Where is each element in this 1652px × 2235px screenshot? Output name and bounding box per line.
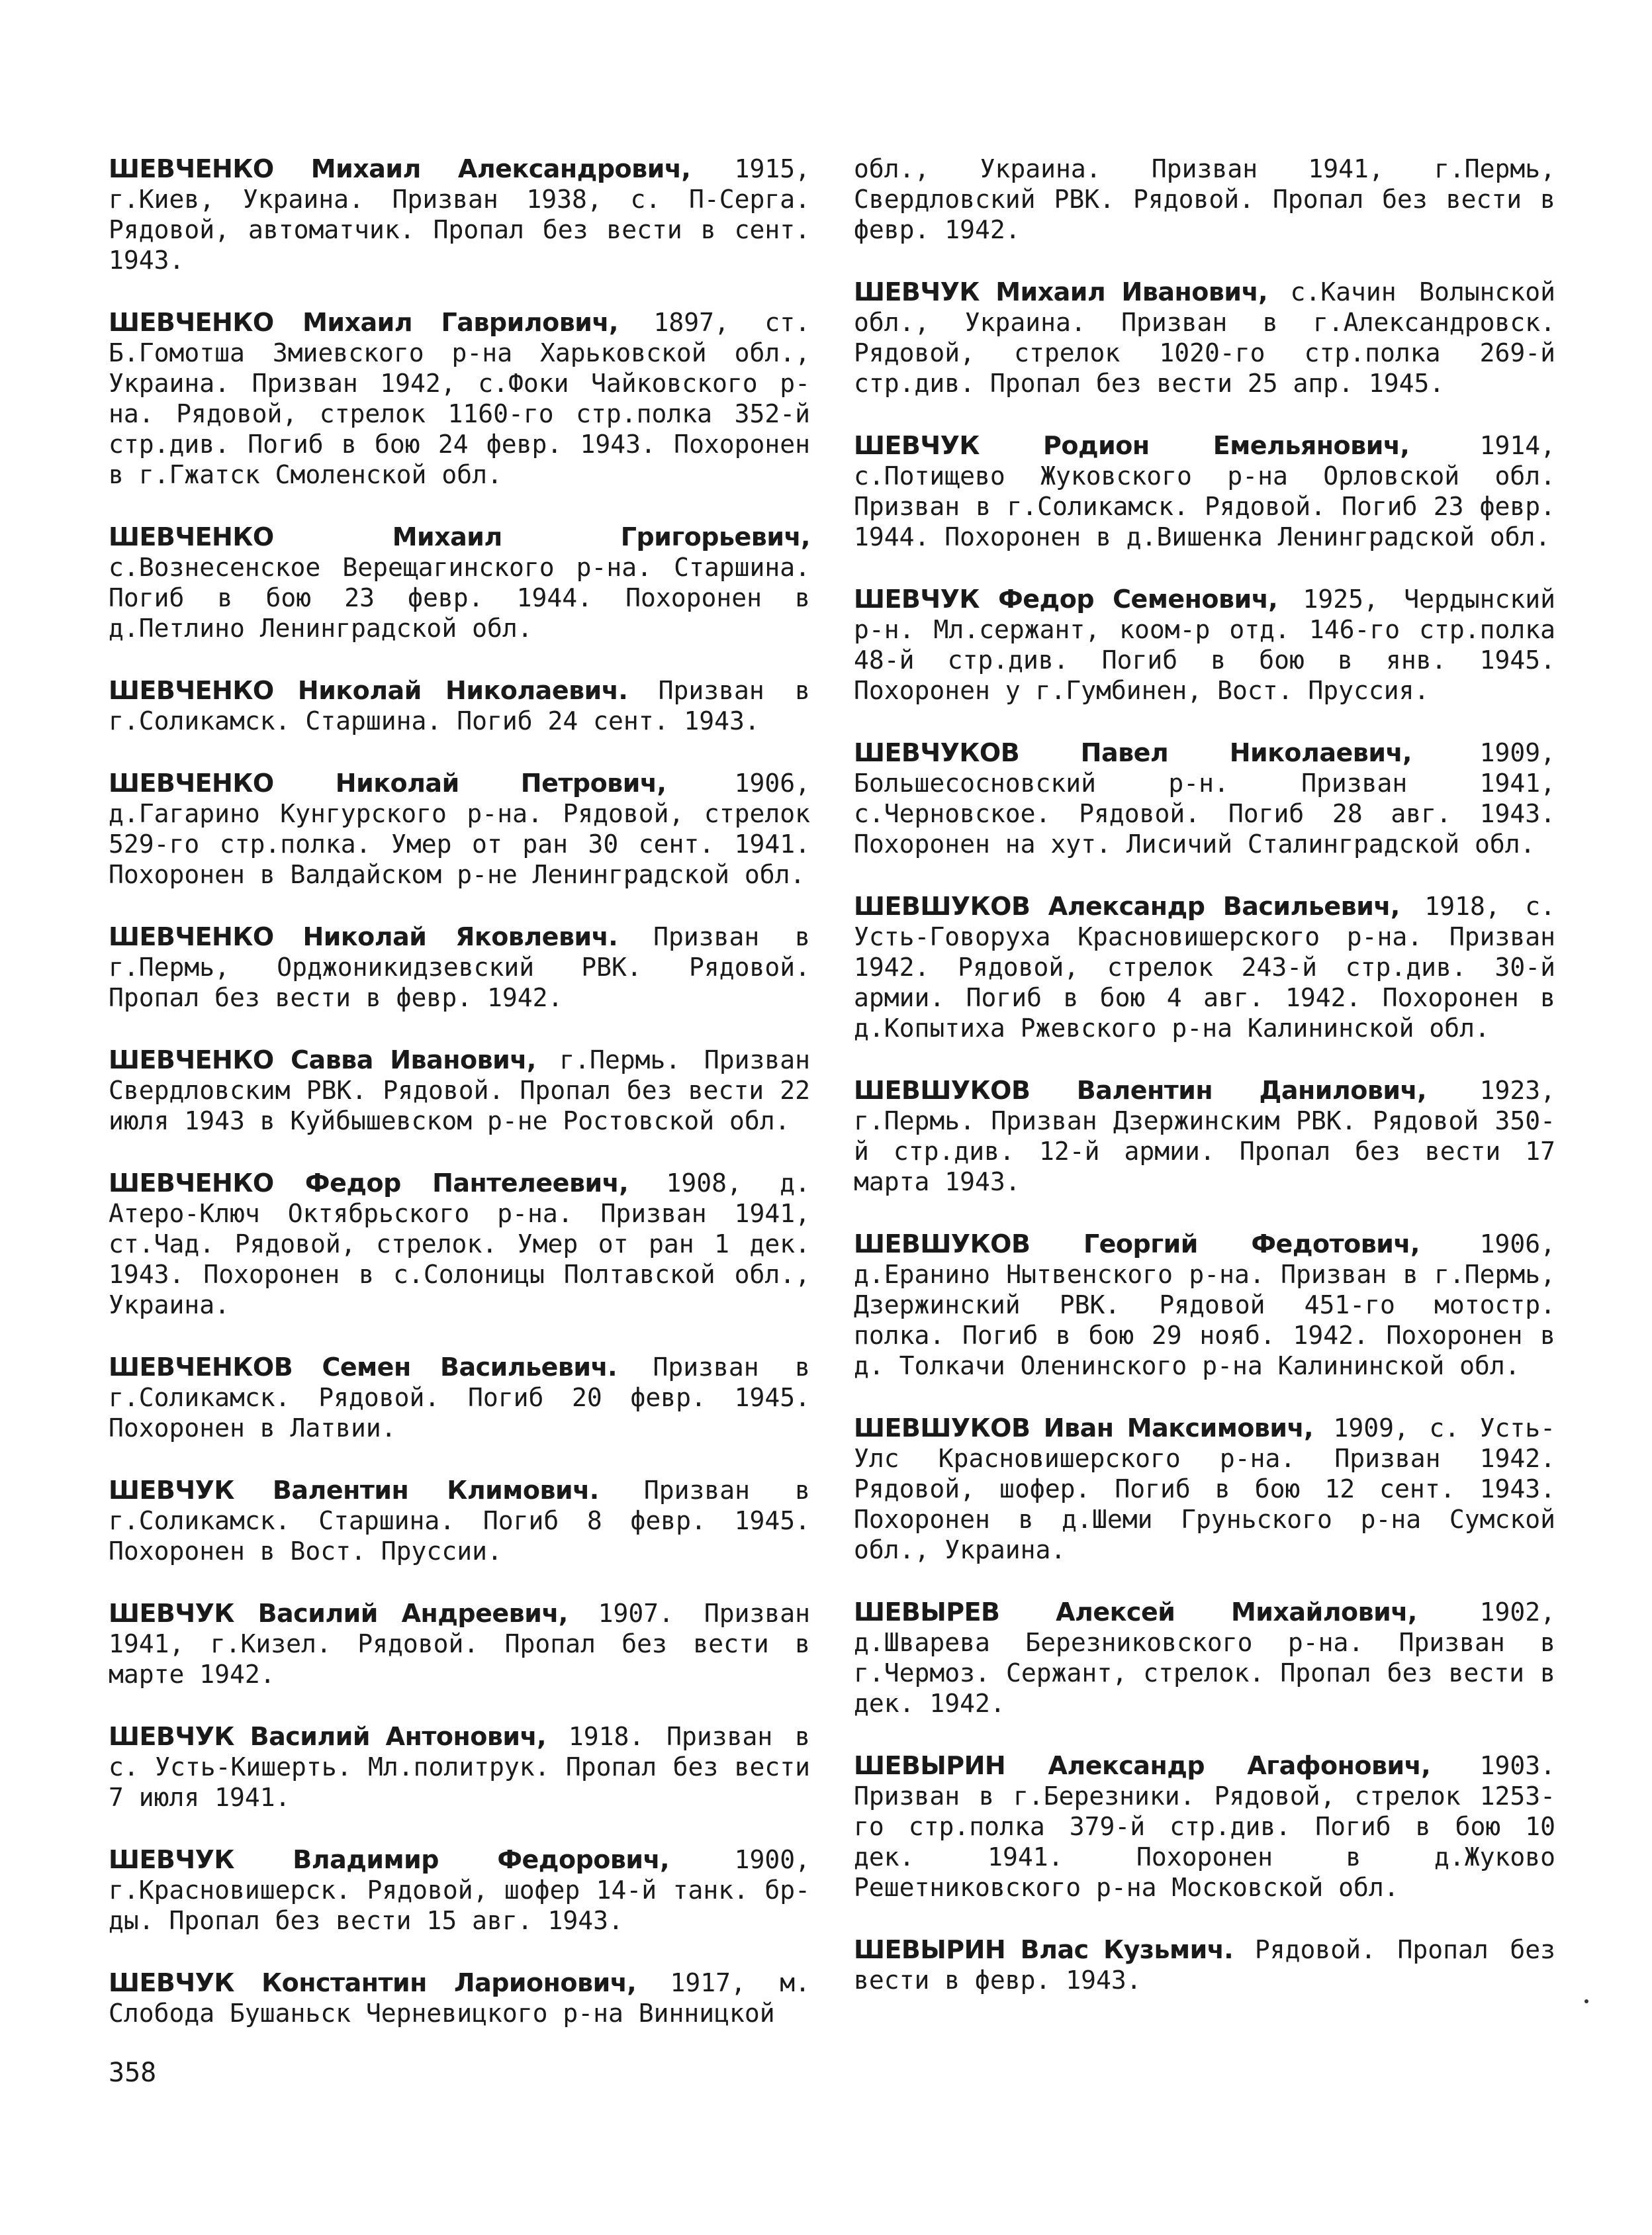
entry-name: ШЕВЧЕНКО Николай Яковлевич. (109, 922, 618, 951)
entry-name: ШЕВЫРИН Влас Кузьмич. (854, 1935, 1234, 1964)
entry (109, 1844, 810, 1936)
entry-text: 1897, ст. Б.Гомотша Змиевского р-на Харьковской обл., Украина. Призван 1942, с.Фоки Чайковского р-на. Рядовой, стрелок 1160-го стр.полка 352-й стр.див. Погиб в бою 24 февр. 1943. Похоронен в г.Гжатск Смоленской обл. (109, 308, 811, 489)
entry-name: ШЕВШУКОВ Валентин Данилович, (854, 1076, 1427, 1105)
entry-name: ШЕВЧУК Михаил Иванович, (854, 277, 1268, 307)
entry (109, 307, 810, 490)
entry-text: Призван в г.Соликамск. Рядовой. Погиб 20 февр. 1945. Похоронен в Латвии. (109, 1353, 810, 1443)
entry-text: 1915, г.Киев, Украина. Призван 1938, с. П-Серга. Рядовой, автоматчик. Пропал без вести в сент. 1943. (109, 154, 810, 275)
entry (109, 154, 810, 275)
entry-name: ШЕВЧУКОВ Павел Николаевич, (854, 738, 1412, 767)
entry-text: 1906, д.Еранино Нытвенского р-на. Призван в г.Пермь, Дзержинский РВК. Рядовой 451-го мотостр. полка. Погиб в бою 29 нояб. 1942. Похоронен в д. Толкачи Оленинского р-на Калининской обл. (854, 1229, 1555, 1380)
entry-text: 1917, м. Слобода Бушаньск Черневицкого р-на Винницкой (109, 1968, 810, 2028)
entry-name: ШЕВЧУК Владимир Федорович, (109, 1845, 670, 1874)
entry (109, 1475, 810, 1566)
speck-mark (1584, 1999, 1588, 2003)
entry (109, 1721, 810, 1813)
entry (109, 1598, 810, 1689)
entry-name: ШЕВЧЕНКО Федор Пантелеевич, (109, 1168, 629, 1198)
entry (854, 584, 1555, 706)
entry-text: 1909, с. Усть-Улс Красновишерского р-на. Призван 1942. Рядовой, шофер. Погиб в бою 12 сент. 1943. Похоронен в д.Шеми Груньского р-на Сумской обл., Украина. (854, 1413, 1556, 1564)
entry-text: Призван в г.Пермь, Орджоникидзевский РВК. Рядовой. Пропал без вести в февр. 1942. (109, 922, 810, 1012)
entry (854, 737, 1555, 859)
entry (854, 277, 1555, 399)
entry-text: 1914, с.Потищево Жуковского р-на Орловской обл. Призван в г.Соликамск. Рядовой. Погиб 23 февр. 1944. Похоронен в д.Вишенка Ленинградской обл. (854, 431, 1555, 551)
entry (854, 891, 1555, 1043)
entry-name: ШЕВЧУК Василий Антонович, (109, 1722, 547, 1751)
entry-text: 1907. Призван 1941, г.Кизел. Рядовой. Пропал без вести в марте 1942. (109, 1599, 811, 1689)
entry-name: ШЕВЧЕНКО Михаил Гаврилович, (109, 308, 618, 337)
entry-text: 1903. Призван в г.Березники. Рядовой, стрелок 1253-го стр.полка 379-й стр.див. Погиб в бою 10 дек. 1941. Похоронен в д.Жуково Решетниковского р-на Московской обл. (854, 1751, 1555, 1902)
entry-text: 1918, с. Усть-Говоруха Красновишерского р-на. Призван 1942. Рядовой, стрелок 243-й стр.див. 30-й армии. Погиб в бою 4 авг. 1942. Похоронен в д.Копытиха Ржевского р-на Калининской обл. (854, 892, 1555, 1043)
entry-text: 1900, г.Красновишерск. Рядовой, шофер 14-й танк. бр-ды. Пропал без вести 15 авг. 1943. (109, 1845, 810, 1935)
entry-text: г.Пермь. Призван Свердловским РВК. Рядовой. Пропал без вести 22 июля 1943 в Куйбышевском р-не Ростовской обл. (109, 1045, 810, 1135)
entry-text: 1923, г.Пермь. Призван Дзержинским РВК. Рядовой 350-й стр.див. 12-й армии. Пропал без вести 17 марта 1943. (854, 1076, 1555, 1196)
entry-text: 1909, Большесосновский р-н. Призван 1941, с.Черновское. Рядовой. Погиб 28 авг. 1943. Похоронен на хут. Лисичий Сталинградской обл. (854, 738, 1555, 859)
entry-continuation: обл., Украина. Призван 1941, г.Пермь, Свердловский РВК. Рядовой. Пропал без вести в февр. 1942. (854, 154, 1555, 244)
entry (854, 1750, 1555, 1903)
entry-text: Рядовой. Пропал без вести в февр. 1943. (854, 1935, 1555, 1995)
right-column (854, 154, 1555, 2027)
entry-name: ШЕВЧУК Родион Емельянович, (854, 431, 1410, 460)
entry-name: ШЕВЧЕНКО Савва Иванович, (109, 1045, 536, 1074)
entry (854, 1597, 1555, 1719)
entry (854, 430, 1555, 552)
page-number: 358 (109, 2058, 157, 2088)
entry-name: ШЕВШУКОВ Иван Максимович, (854, 1413, 1314, 1443)
entry-text: 1925, Чердынский р-н. Мл.сержант, коом-р отд. 146-го стр.полка 48-й стр.див. Погиб в бою в янв. 1945. Похоронен у г.Гумбинен, Вост. Пруссия. (854, 585, 1555, 705)
entry (109, 768, 810, 890)
entry-name: ШЕВЧЕНКОВ Семен Васильевич. (109, 1353, 618, 1382)
entry-text: Призван в г.Соликамск. Старшина. Погиб 8 февр. 1945. Похоронен в Вост. Пруссии. (109, 1476, 810, 1566)
entry (109, 922, 810, 1013)
entry-name: ШЕВЧЕНКО Николай Петрович, (109, 769, 666, 798)
entry-text: 1918. Призван в с. Усть-Кишерть. Мл.политрук. Пропал без вести 7 июля 1941. (109, 1722, 810, 1812)
entry (109, 1352, 810, 1443)
entry-name: ШЕВЧУК Василий Андреевич, (109, 1599, 568, 1628)
entry-name: ШЕВЧУК Константин Ларионович, (109, 1968, 637, 1997)
entry-text: 1908, д. Атеро-Ключ Октябрьского р-на. Призван 1941, ст.Чад. Рядовой, стрелок. Умер от ран 1 дек. 1943. Похоронен в с.Солоницы Полтавской обл., Украина. (109, 1168, 810, 1319)
entry-name: ШЕВЧУК Валентин Климович. (109, 1476, 599, 1505)
entry (109, 1045, 810, 1136)
entry-name: ШЕВЧЕНКО Михаил Григорьевич, (109, 522, 810, 551)
entry-name: ШЕВЫРЕВ Алексей Михайлович, (854, 1597, 1417, 1627)
entry-text: 1906, д.Гагарино Кунгурского р-на. Рядовой, стрелок 529-го стр.полка. Умер от ран 30 сент. 1941. Похоронен в Валдайском р-не Ленинградской обл. (109, 769, 810, 889)
entry-name: ШЕВЧЕНКО Михаил Александрович, (109, 154, 691, 183)
entry-text: 1902, д.Шварева Березниковского р-на. Призван в г.Чермоз. Сержант, стрелок. Пропал без вести в дек. 1942. (854, 1597, 1555, 1718)
entry-name: ШЕВШУКОВ Георгий Федотович, (854, 1229, 1420, 1259)
entry-name: ШЕВЧУК Федор Семенович, (854, 585, 1278, 614)
entry (109, 1168, 810, 1320)
entry (109, 522, 810, 643)
entry (109, 675, 810, 736)
left-column (109, 154, 810, 2060)
entry (854, 1934, 1555, 1995)
entry-name: ШЕВЧЕНКО Николай Николаевич. (109, 676, 628, 705)
entry-text: с.Качин Волынской обл., Украина. Призван в г.Александровск. Рядовой, стрелок 1020-го стр.полка 269-й стр.див. Пропал без вести 25 апр. 1945. (854, 277, 1555, 398)
entry-name: ШЕВЫРИН Александр Агафонович, (854, 1751, 1431, 1780)
entry-text: Призван в г.Соликамск. Старшина. Погиб 24 сент. 1943. (109, 676, 811, 736)
entry (854, 1413, 1555, 1565)
entry (109, 1968, 810, 2028)
entry-name: ШЕВШУКОВ Александр Васильевич, (854, 892, 1400, 921)
entry (854, 1075, 1555, 1197)
entry (854, 1229, 1555, 1381)
entry-text: с.Вознесенское Верещагинского р-на. Старшина. Погиб в бою 23 февр. 1944. Похоронен в д.Петлино Ленинградской обл. (109, 553, 810, 643)
